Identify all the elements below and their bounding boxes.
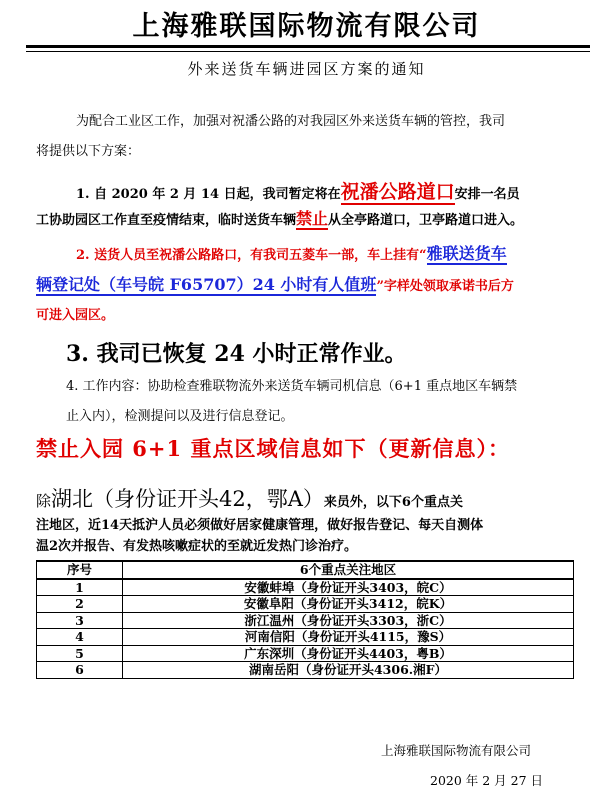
title-rule-thick: [26, 45, 590, 48]
hubei-line-1: [36, 483, 463, 513]
item-2-text-a: 2. 送货人员至祝潘公路路口，有我司五菱车一部，车上挂有“: [76, 248, 427, 263]
hubei-region: 湖北（身份证开头42，鄂A）: [51, 487, 324, 511]
item-1-line-1: [76, 177, 520, 204]
item-4-line-1: 4. 工作内容：协助检查雅联物流外来送货车辆司机信息（6+1 重点地区车辆禁: [66, 379, 518, 394]
intro-line-2: 将提供以下方案：: [36, 144, 141, 159]
row-area: 浙江温州（身份证开头3303，浙C）: [123, 612, 574, 629]
item-2-text-b: ”字样处领取承诺书后方: [376, 279, 514, 294]
item-4-line-2: 止入内），检测提问以及进行信息登记。: [66, 409, 294, 424]
row-area: 安徽蚌埠（身份证开头3403，皖C）: [123, 579, 574, 596]
item-2-line-1: [76, 241, 507, 264]
table-row: [37, 596, 574, 613]
item-1-text-b: 安排一名员: [454, 187, 520, 202]
intro-line-1: 为配合工业区工作，加强对祝潘公路的对我园区外来送货车辆的管控，我司: [76, 114, 506, 129]
table-row: [37, 612, 574, 629]
item-1-text-d: 从全亭路道口，卫亭路道口进入。: [328, 213, 524, 228]
row-index: 3: [37, 612, 123, 629]
footer-date: 2020 年 2 月 27 日: [430, 773, 544, 788]
table-row: [37, 645, 574, 662]
hubei-line-3: 温2次并报告、有发热咳嗽症状的至就近发热门诊治疗。: [36, 539, 358, 554]
company-title: 上海雅联国际物流有限公司: [132, 11, 481, 42]
footer-company: 上海雅联国际物流有限公司: [381, 743, 532, 758]
item-3-heading: 3. 我司已恢复 24 小时正常作业。: [66, 341, 407, 367]
row-area: 安徽阜阳（身份证开头3412，皖K）: [123, 596, 574, 613]
hubei-post: 来员外，以下6个重点关: [323, 495, 463, 510]
item-1-text-c: 工协助园区工作直至疫情结束，临时送货车辆: [36, 213, 297, 228]
table-row: [37, 629, 574, 646]
item-2-line-3: 可进入园区。: [36, 308, 115, 323]
table-header-index: 序号: [37, 561, 123, 579]
table-row: [37, 662, 574, 679]
hubei-pre: 除: [36, 492, 52, 510]
row-area: 湖南岳阳（身份证开头4306.湘F）: [123, 662, 574, 679]
key-areas-table: [36, 560, 574, 679]
hubei-line-2: 注地区，近14天抵沪人员必须做好居家健康管理，做好报告登记、每天自测体: [36, 518, 484, 533]
item-1-text-a: 1. 自 2020 年 2 月 14 日起，我司暂定将在: [76, 187, 341, 202]
restricted-heading: 禁止入园 6+1 重点区域信息如下（更新信息）：: [36, 436, 510, 461]
item-2-sign-b: 辆登记处（车号皖 F65707）24 小时有人值班: [36, 275, 377, 294]
title-rule-thin: [26, 51, 590, 52]
item-2-sign-a: 雅联送货车: [426, 244, 507, 263]
row-index: 1: [37, 579, 123, 596]
item-2-line-2: [36, 272, 514, 295]
row-index: 6: [37, 662, 123, 679]
row-index: 5: [37, 645, 123, 662]
row-index: 4: [37, 629, 123, 646]
table-header-area: 6个重点关注地区: [123, 561, 574, 579]
item-1-forbid: 禁止: [296, 209, 329, 228]
notice-title: 外来送货车辆进园区方案的通知: [187, 60, 426, 78]
table-row: [37, 579, 574, 596]
row-area: 河南信阳（身份证开头4115，豫S）: [123, 629, 574, 646]
table-header-row: [37, 561, 574, 579]
row-area: 广东深圳（身份证开头4403，粤B）: [123, 645, 574, 662]
item-1-line-2: [36, 206, 523, 229]
row-index: 2: [37, 596, 123, 613]
item-1-place: 祝潘公路道口: [340, 181, 455, 203]
